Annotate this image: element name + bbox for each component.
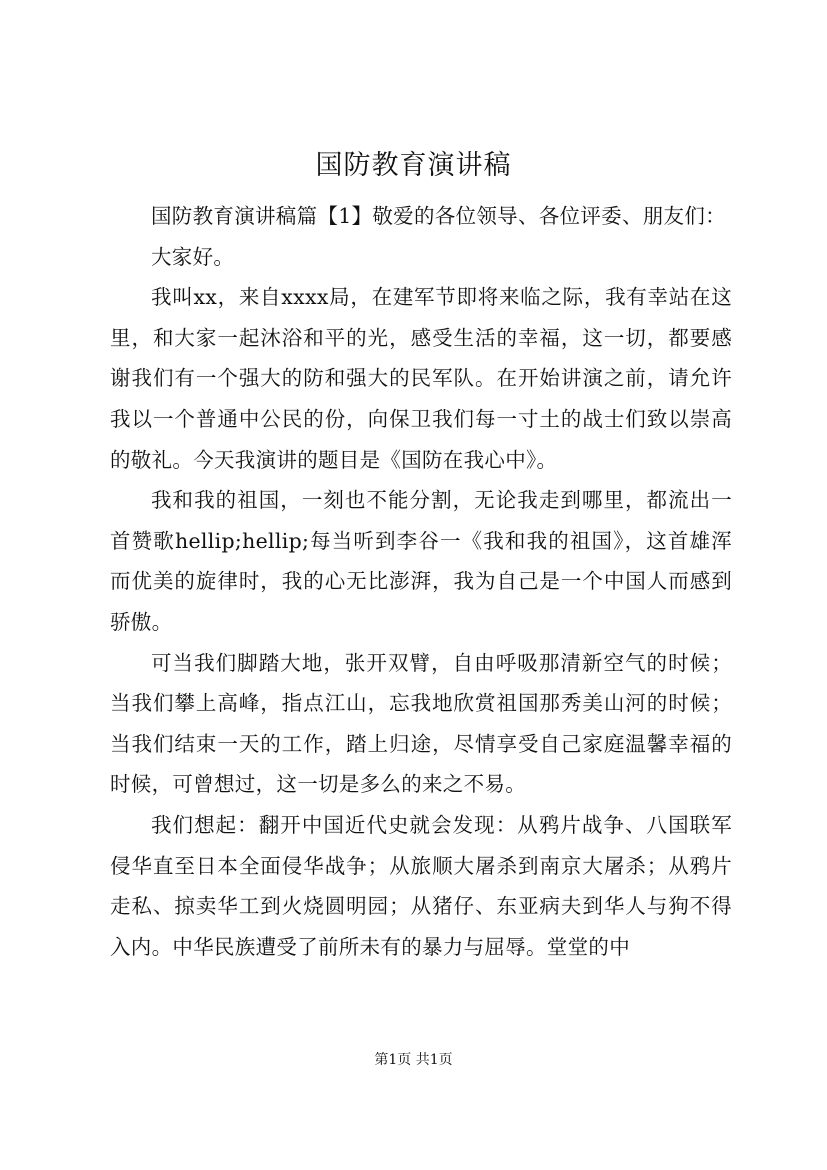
page-number-footer: 第1页 共1页 xyxy=(374,1052,453,1068)
paragraph-introduction: 我叫xx，来自xxxx局，在建军节即将来临之际，我有幸站在这里，和大家一起沐浴和平的光，感受生活的幸福，这一切，都要感谢我们有一个强大的防和强大的民军队。在开始讲演之前，请允许我以一个普通中公民的份，向保卫我们每一寸土的战士们致以崇高的敬礼。今天我演讲的题目是《国防在我心中》。 xyxy=(110,285,732,472)
paragraph-hello: 大家好。 xyxy=(151,244,235,269)
document-title: 国防教育演讲稿 xyxy=(315,150,512,181)
document-body xyxy=(110,196,732,967)
paragraph-greeting: 国防教育演讲稿篇【1】敬爱的各位领导、各位评委、朋友们： xyxy=(151,204,726,228)
paragraph-peace: 可当我们脚踏大地，张开双臂，自由呼吸那清新空气的时候；当我们攀上高峰，指点江山，忘我地欣赏祖国那秀美山河的时候；当我们结束一天的工作，踏上归途，尽情享受自己家庭温馨幸福的时候，可曾想过，这一切是多么的来之不易。 xyxy=(110,650,732,797)
paragraph-history: 我们想起：翻开中国近代史就会发现：从鸦片战争、八国联军侵华直至日本全面侵华战争；从旅顺大屠杀到南京大屠杀；从鸦片走私、掠卖华工到火烧圆明园；从猪仔、东亚病夫到华人与狗不得入内。中华民族遭受了前所未有的暴力与屈辱。堂堂的中 xyxy=(110,812,732,959)
paragraph-motherland: 我和我的祖国，一刻也不能分割，无论我走到哪里，都流出一首赞歌hellip;hellip;每当听到李谷一《我和我的祖国》，这首雄浑而优美的旋律时，我的心无比澎湃，我为自己是一个中国人而感到骄傲。 xyxy=(110,488,732,634)
